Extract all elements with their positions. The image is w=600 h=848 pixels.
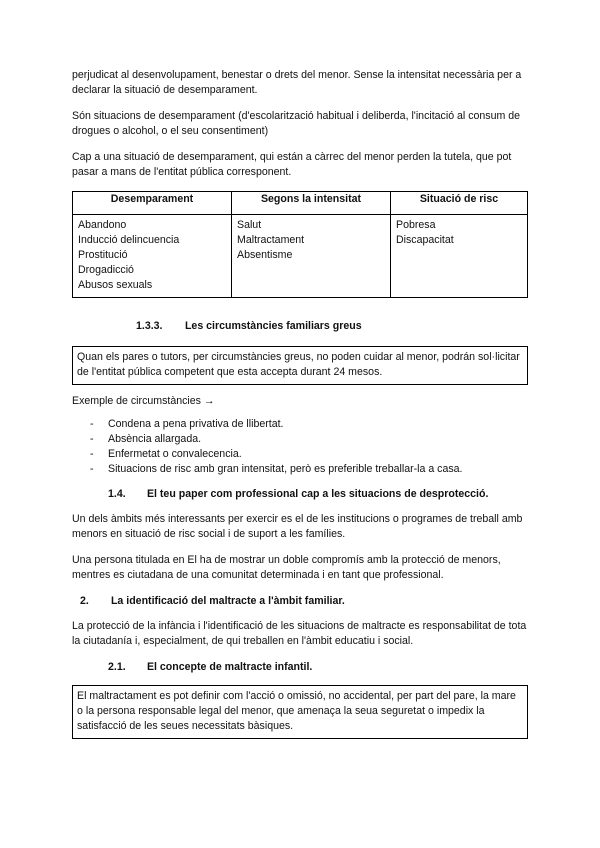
paragraph-intro: perjudicat al desenvolupament, benestar o drets del menor. Sense la intensitat necessària per a declarar la situació de desemparament. xyxy=(72,69,522,96)
examples-list xyxy=(72,417,528,477)
list-item xyxy=(90,432,528,447)
table-header-risc: Situació de risc xyxy=(391,192,528,215)
table-cell-risc xyxy=(391,215,528,298)
cell-item: Abusos sexuals xyxy=(78,279,153,291)
list-item-text: Absència allargada. xyxy=(108,433,202,445)
cell-item: Maltractament xyxy=(237,234,305,246)
list-item-text: Situacions de risc amb gran intensitat, però es preferible treballar-la a casa. xyxy=(108,463,463,475)
table-cell-desemparament xyxy=(73,215,232,298)
cell-item: Abandono xyxy=(78,219,127,231)
paragraph-ambits: Un dels àmbits més interessants per exercir es el de les institucions o programes de treball amb menors en situació de risc social i de suport a les famílies. xyxy=(72,513,523,540)
heading-title: La identificació del maltracte a l'àmbit familiar. xyxy=(110,595,345,607)
paragraph-compromis: Una persona titulada en El ha de mostrar un doble compromís amb la protecció de menors, mentres es ciutadana de una comunitat determinada i en tant que professional. xyxy=(72,554,501,581)
table-row xyxy=(73,215,528,298)
heading-number: 1.3.3. xyxy=(136,320,163,332)
cell-item: Absentisme xyxy=(237,249,293,261)
heading-2-1 xyxy=(108,660,528,675)
heading-number: 1.4. xyxy=(108,488,126,500)
paragraph-guardianship: Cap a una situació de desemparament, qui están a càrrec del menor perden la tutela, que pot pasar a mans de l'entitat pública corresponent. xyxy=(72,151,512,178)
examples-intro: Exemple de circumstàncies → xyxy=(72,395,215,407)
list-item-text: Enfermetat o convalecencia. xyxy=(108,448,242,460)
paragraph-situations: Són situacions de desemparament (d'escolarització habitual i deliberda, l'incitació al consum de drogues o alcohol, o el seu consentiment) xyxy=(72,110,521,137)
dash-bullet: - xyxy=(90,418,94,430)
table-header-row xyxy=(73,192,528,215)
cell-item: Salut xyxy=(237,219,262,231)
document-page xyxy=(72,68,528,739)
cell-item: Pobresa xyxy=(396,219,436,231)
box-text: El maltractament es pot definir com l'acció o omissió, no accidental, per part del pare, la mare o la persona responsable legal del menor, que amenaça la seua seguretat o impedix la satisfacció de les seues necessitats bàsiques. xyxy=(77,690,516,732)
heading-1-3-3 xyxy=(136,319,528,334)
table-cell-intensitat xyxy=(232,215,391,298)
cell-item: Prostitució xyxy=(78,249,128,261)
definition-box-guardianship xyxy=(72,346,528,385)
list-item xyxy=(90,447,528,462)
heading-number: 2. xyxy=(80,595,89,607)
heading-title: Les circumstàncies familiars greus xyxy=(184,320,362,332)
dash-bullet: - xyxy=(90,463,94,475)
heading-number: 2.1. xyxy=(108,661,126,673)
cell-item: Drogadicció xyxy=(78,264,134,276)
paragraph-proteccio: La protecció de la infància i l'identificació de les situacions de maltracte es responsabilitat de tota la ciutadanía i, especialment, de qui treballen en l'àmbit educatiu i social. xyxy=(72,620,527,647)
list-item-text: Condena a pena privativa de llibertat. xyxy=(108,418,284,430)
heading-1-4 xyxy=(108,487,528,502)
table-header-intensitat: Segons la intensitat xyxy=(232,192,391,215)
heading-title: El teu paper com professional cap a les situacions de desprotecció. xyxy=(146,488,489,500)
situations-table xyxy=(72,191,528,298)
cell-item: Discapacitat xyxy=(396,234,454,246)
definition-box-maltractament xyxy=(72,685,528,739)
heading-title: El concepte de maltracte infantil. xyxy=(146,661,313,673)
table-header-desemparament: Desemparament xyxy=(73,192,232,215)
box-text: Quan els pares o tutors, per circumstàncies greus, no poden cuidar al menor, podrán sol·licitar de l'entitat pública competent que esta accepta durant 24 mesos. xyxy=(77,351,520,378)
dash-bullet: - xyxy=(90,433,94,445)
dash-bullet: - xyxy=(90,448,94,460)
cell-item: Inducció delincuencia xyxy=(78,234,180,246)
heading-2 xyxy=(80,594,528,609)
list-item xyxy=(90,417,528,432)
list-item xyxy=(90,462,528,477)
